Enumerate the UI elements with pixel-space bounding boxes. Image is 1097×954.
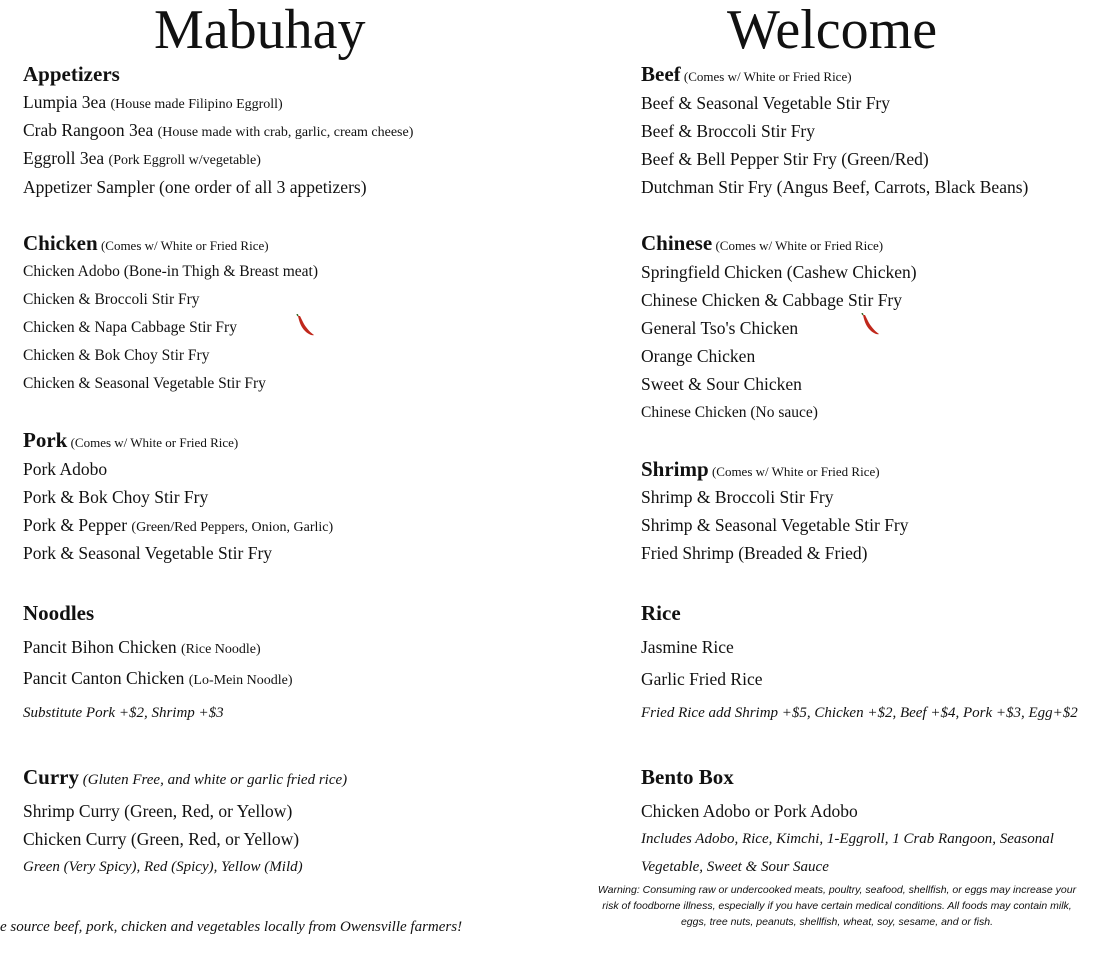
menu-item: Chicken Adobo (Bone-in Thigh & Breast meat) (23, 263, 319, 280)
menu-item: Pancit Bihon Chicken (Rice Noodle) (23, 637, 261, 657)
section-heading-bento-box: Bento Box (641, 765, 734, 789)
menu-title-left: Mabuhay (154, 0, 366, 61)
menu-item: Chinese Chicken & Cabbage Stir Fry (641, 290, 903, 310)
chili-pepper-icon (860, 313, 880, 337)
menu-title-right: Welcome (727, 0, 938, 61)
menu-item: Crab Rangoon 3ea (House made with crab, garlic, cream cheese) (23, 120, 414, 140)
menu-item: Eggroll 3ea (Pork Eggroll w/vegetable) (23, 148, 261, 168)
menu-item: Sweet & Sour Chicken (641, 374, 802, 394)
menu-item: Chicken & Broccoli Stir Fry (23, 291, 200, 308)
section-heading-curry: Curry (Gluten Free, and white or garlic fried rice) (23, 765, 348, 789)
noodles-note: Substitute Pork +$2, Shrimp +$3 (23, 705, 224, 721)
menu-item: Fried Shrimp (Breaded & Fried) (641, 543, 868, 563)
menu-item: Orange Chicken (641, 346, 756, 366)
menu-item: Pork Adobo (23, 459, 108, 479)
chili-pepper-icon (295, 314, 315, 338)
section-heading-chinese: Chinese (Comes w/ White or Fried Rice) (641, 231, 884, 255)
menu-item: Beef & Seasonal Vegetable Stir Fry (641, 93, 890, 113)
menu-item: Chinese Chicken (No sauce) (641, 404, 818, 421)
menu-item: General Tso's Chicken (641, 318, 799, 338)
section-heading-chicken: Chicken (Comes w/ White or Fried Rice) (23, 231, 269, 255)
curry-spice-note: Green (Very Spicy), Red (Spicy), Yellow (Mild) (23, 859, 303, 875)
section-heading-appetizers: Appetizers (23, 62, 120, 86)
menu-item: Pork & Bok Choy Stir Fry (23, 487, 209, 507)
section-heading-shrimp: Shrimp (Comes w/ White or Fried Rice) (641, 457, 880, 481)
menu-item: Beef & Bell Pepper Stir Fry (Green/Red) (641, 149, 929, 169)
menu-item: Shrimp Curry (Green, Red, or Yellow) (23, 801, 293, 821)
menu-item: Beef & Broccoli Stir Fry (641, 121, 816, 141)
local-sourcing-note: e source beef, pork, chicken and vegetables locally from Owensville farmers! (0, 919, 463, 935)
menu-item: Shrimp & Seasonal Vegetable Stir Fry (641, 515, 909, 535)
rice-addon-note: Fried Rice add Shrimp +$5, Chicken +$2, Beef +$4, Pork +$3, Egg+$2 (641, 705, 1078, 721)
section-heading-rice: Rice (641, 601, 681, 625)
menu-item: Springfield Chicken (Cashew Chicken) (641, 262, 917, 282)
menu-item: Chicken & Napa Cabbage Stir Fry (23, 319, 237, 336)
menu-item: Shrimp & Broccoli Stir Fry (641, 487, 834, 507)
section-heading-beef: Beef (Comes w/ White or Fried Rice) (641, 62, 852, 86)
section-heading-pork: Pork (Comes w/ White or Fried Rice) (23, 428, 239, 452)
bento-includes-note: Includes Adobo, Rice, Kimchi, 1-Eggroll, 1 Crab Rangoon, Seasonal (641, 831, 1054, 847)
menu-item: Pork & Seasonal Vegetable Stir Fry (23, 543, 273, 563)
menu-item: Chicken Adobo or Pork Adobo (641, 801, 858, 821)
bento-includes-note-cont: Vegetable, Sweet & Sour Sauce (641, 859, 829, 875)
menu-item: Dutchman Stir Fry (Angus Beef, Carrots, Black Beans) (641, 177, 1029, 197)
menu-item: Appetizer Sampler (one order of all 3 appetizers) (23, 177, 367, 197)
section-heading-noodles: Noodles (23, 601, 95, 625)
menu-item: Garlic Fried Rice (641, 669, 763, 689)
menu-item: Chicken Curry (Green, Red, or Yellow) (23, 829, 300, 849)
menu-item: Pork & Pepper (Green/Red Peppers, Onion, Garlic) (23, 515, 334, 535)
menu-item: Lumpia 3ea (House made Filipino Eggroll) (23, 92, 283, 112)
food-safety-warning: Warning: Consuming raw or undercooked meats, poultry, seafood, shellfish, or eggs may increase your risk of foodborne illness, especially if you have certain medical conditions. All foods may contain milk, eggs, tree nuts, peanuts, shellfish, wheat, soy, sesame, and or fish. (597, 884, 1077, 928)
menu-item: Chicken & Seasonal Vegetable Stir Fry (23, 375, 266, 392)
menu-item: Chicken & Bok Choy Stir Fry (23, 347, 210, 364)
menu-item: Pancit Canton Chicken (Lo-Mein Noodle) (23, 668, 293, 688)
menu-item: Jasmine Rice (641, 637, 734, 657)
